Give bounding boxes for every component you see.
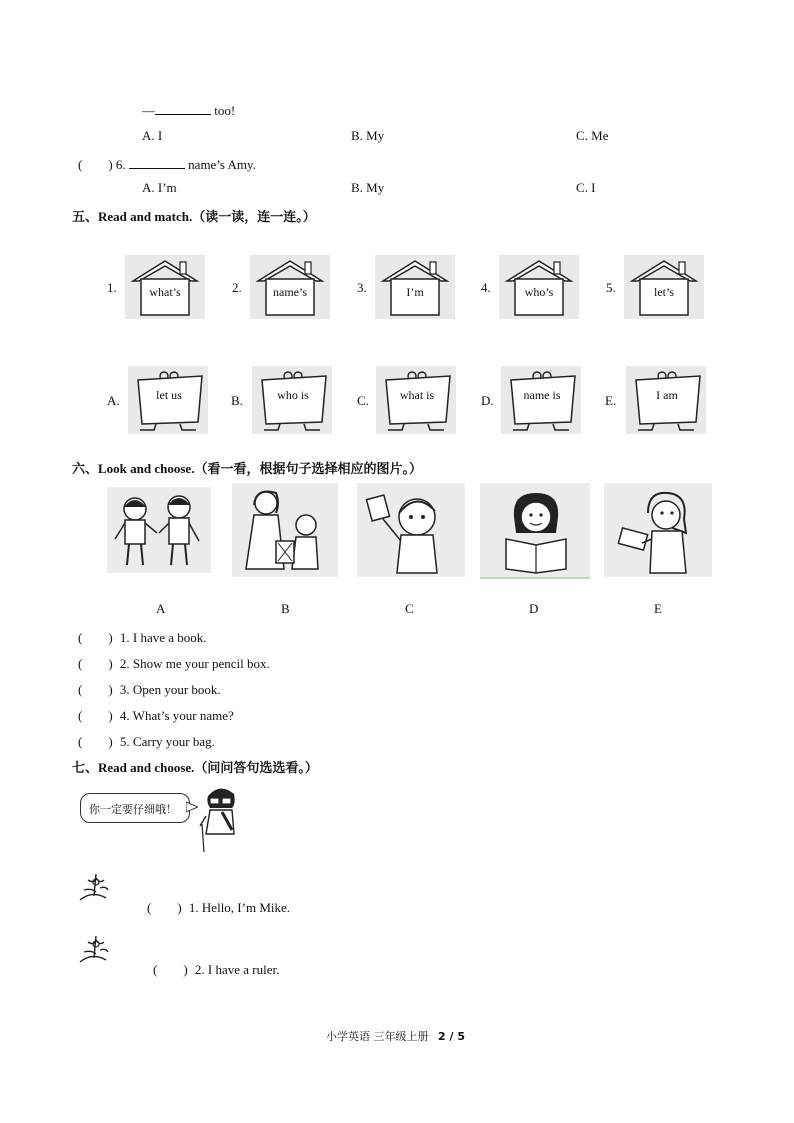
two-boys-illustration [107,487,211,573]
q6-suffix: name’s Amy. [188,157,256,172]
answer-blank[interactable] [129,156,185,169]
item-text: 3. Open your book. [119,682,221,697]
q5-option-a: A. I [142,128,163,143]
house-card[interactable] [250,255,330,319]
answer-paren[interactable]: ( ) [78,656,113,671]
look-choose-item [78,627,207,646]
section5-title: 五、Read and match.（读一读，连一连。） [72,209,316,224]
look-choose-item [78,653,270,672]
answer-paren[interactable]: ( ) [147,900,182,915]
dash: — [142,103,155,118]
house-number: 5. [606,280,616,295]
item-text: 5. Carry your bag. [119,734,215,749]
read-choose-item [147,897,290,916]
q5-suffix: too! [214,103,236,118]
look-choose-item [78,705,234,724]
page-number: 2 / 5 [438,1030,465,1043]
picture-c-show-pencil-box[interactable] [357,483,465,577]
house-card[interactable] [499,255,579,319]
q6-line [78,154,256,173]
page-footer [326,1028,465,1044]
q6-option-c: C. I [576,180,596,195]
sign-label: I am [656,388,678,402]
house-label: who’s [524,285,554,299]
house-card[interactable] [624,255,704,319]
sign-card[interactable] [128,366,208,434]
sign-card[interactable] [376,366,456,434]
teacher-icon [196,782,246,854]
answer-paren[interactable]: ( ) [78,708,113,723]
speech-bubble [80,793,190,823]
answer-paren[interactable]: ( ) [78,157,113,172]
picture-underline [480,577,590,579]
house-label: name’s [273,285,307,299]
sign-card[interactable] [501,366,581,434]
q5-option-b: B. My [351,128,385,143]
girl-book-illustration [480,483,590,577]
answer-paren[interactable]: ( ) [153,962,188,977]
boy-pencil-box-illustration [357,483,465,577]
look-choose-item [78,679,221,698]
answer-paren[interactable]: ( ) [78,682,113,697]
house-label: let’s [654,285,674,299]
picture-d-open-book[interactable] [480,483,590,577]
sign-label: name is [523,388,561,402]
house-number: 2. [232,280,242,295]
picture-b-carry-bag[interactable] [232,483,338,577]
girl-box-illustration [604,483,712,577]
mother-child-illustration [232,483,338,577]
section7-title: 七、Read and choose.（问问答句选选看。） [72,760,318,775]
picture-a-two-boys[interactable] [107,487,211,573]
house-label: I’m [406,285,424,299]
q5-option-c: C. Me [576,128,609,143]
sign-card[interactable] [626,366,706,434]
q6-number: 6. [115,157,126,172]
flower-icon [74,932,112,968]
answer-paren[interactable]: ( ) [78,630,113,645]
item-text: 1. I have a book. [119,630,207,645]
house-card[interactable] [375,255,455,319]
house-card[interactable] [125,255,205,319]
item-text: 1. Hello, I’m Mike. [188,900,291,915]
flower-icon [74,870,112,906]
q6-option-b: B. My [351,180,385,195]
house-label: what’s [149,285,181,299]
q6-option-a: A. I’m [142,180,177,195]
sign-letter: E. [605,393,617,408]
section6-title: 六、Look and choose.（看一看，根据句子选择相应的图片。） [72,461,422,476]
sign-letter: D. [481,393,494,408]
q5-answer-line [142,102,235,119]
picture-letter-c: C [405,601,414,616]
sign-card[interactable] [252,366,332,434]
picture-letter-d: D [529,601,539,616]
house-number: 4. [481,280,491,295]
sign-label: what is [399,388,435,402]
picture-letter-e: E [654,601,662,616]
house-number: 1. [107,280,117,295]
picture-e-have-book[interactable] [604,483,712,577]
picture-letter-a: A [156,601,166,616]
read-choose-item [153,959,279,978]
house-number: 3. [357,280,367,295]
sign-letter: B. [231,393,243,408]
answer-blank[interactable] [155,102,211,115]
sign-label: who is [277,388,309,402]
item-text: 2. I have a ruler. [194,962,280,977]
speech-text: 你一定要仔细哦！ [89,803,177,816]
item-text: 4. What’s your name? [119,708,234,723]
sign-letter: C. [357,393,369,408]
picture-letter-b: B [281,601,290,616]
sign-letter: A. [107,393,120,408]
sign-label: let us [156,388,182,402]
look-choose-item [78,731,215,750]
footer-text: 小学英语 三年级上册 [326,1030,429,1043]
answer-paren[interactable]: ( ) [78,734,113,749]
item-text: 2. Show me your pencil box. [119,656,270,671]
